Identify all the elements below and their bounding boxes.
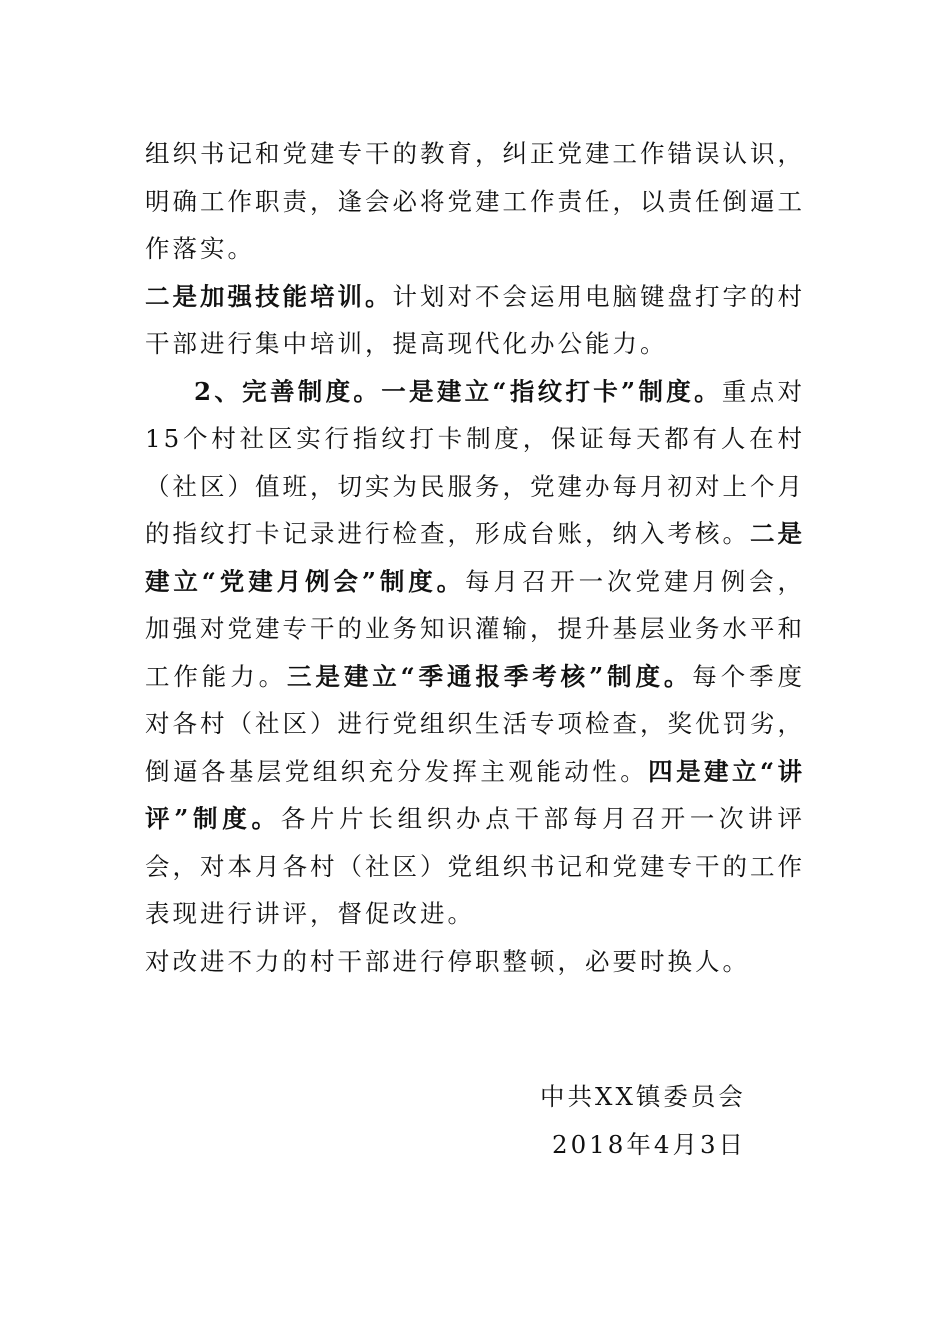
text-monthly-meeting: 每月召开一次党建月例会，加强对党建专干的业务知识灌输，提升基层业务水平和工作能力。 [145,566,805,691]
signature-organization: 中共XX镇委员会 [540,1082,746,1111]
heading-quarterly-review: 三是建立“季通报季考核”制度。 [287,661,693,691]
text-skill-training: 计划对不会运用电脑键盘打字的村干部进行集中培训，提高现代化办公能力。 [145,281,805,358]
paragraph-skill-training [145,273,805,368]
text-evaluation-system: 各片片长组织办点干部每月召开一次讲评会，对本月各村（社区）党组织书记和党建专干的工作表现进行讲评，督促改进。 [145,804,806,928]
paragraph-improve-system [145,368,805,938]
heading-fingerprint-system: 2、完善制度。一是建立“指纹打卡”制度。 [194,376,722,406]
signature-block [540,1073,800,1168]
paragraph-suspension: 对改进不力的村干部进行停职整顿，必要时换人。 [145,946,750,976]
paragraph-education: 组织书记和党建专干的教育，纠正党建工作错误认识，明确工作职责，逢会必将党建工作责任，以责任倒逼工作落实。 [145,139,805,263]
text-quarterly-review: 每个季度对各村（社区）进行党组织生活专项检查，奖优罚劣，倒逼各基层党组织充分发挥主观能动性。 [145,661,806,786]
signature-date: 2018年4月3日 [552,1129,747,1159]
heading-skill-training: 二是加强技能培训。 [145,281,393,311]
text-fingerprint-system: 重点对15个村社区实行指纹打卡制度，保证每天都有人在村（社区）值班，切实为民服务，党建办每月初对上个月的指纹打卡记录进行检查，形成台账，纳入考核。 [145,376,806,548]
heading-monthly-meeting: 二是建立“党建月例会”制度。 [145,519,805,596]
document-body [145,130,805,985]
heading-evaluation-system: 四是建立“讲评”制度。 [145,756,806,833]
